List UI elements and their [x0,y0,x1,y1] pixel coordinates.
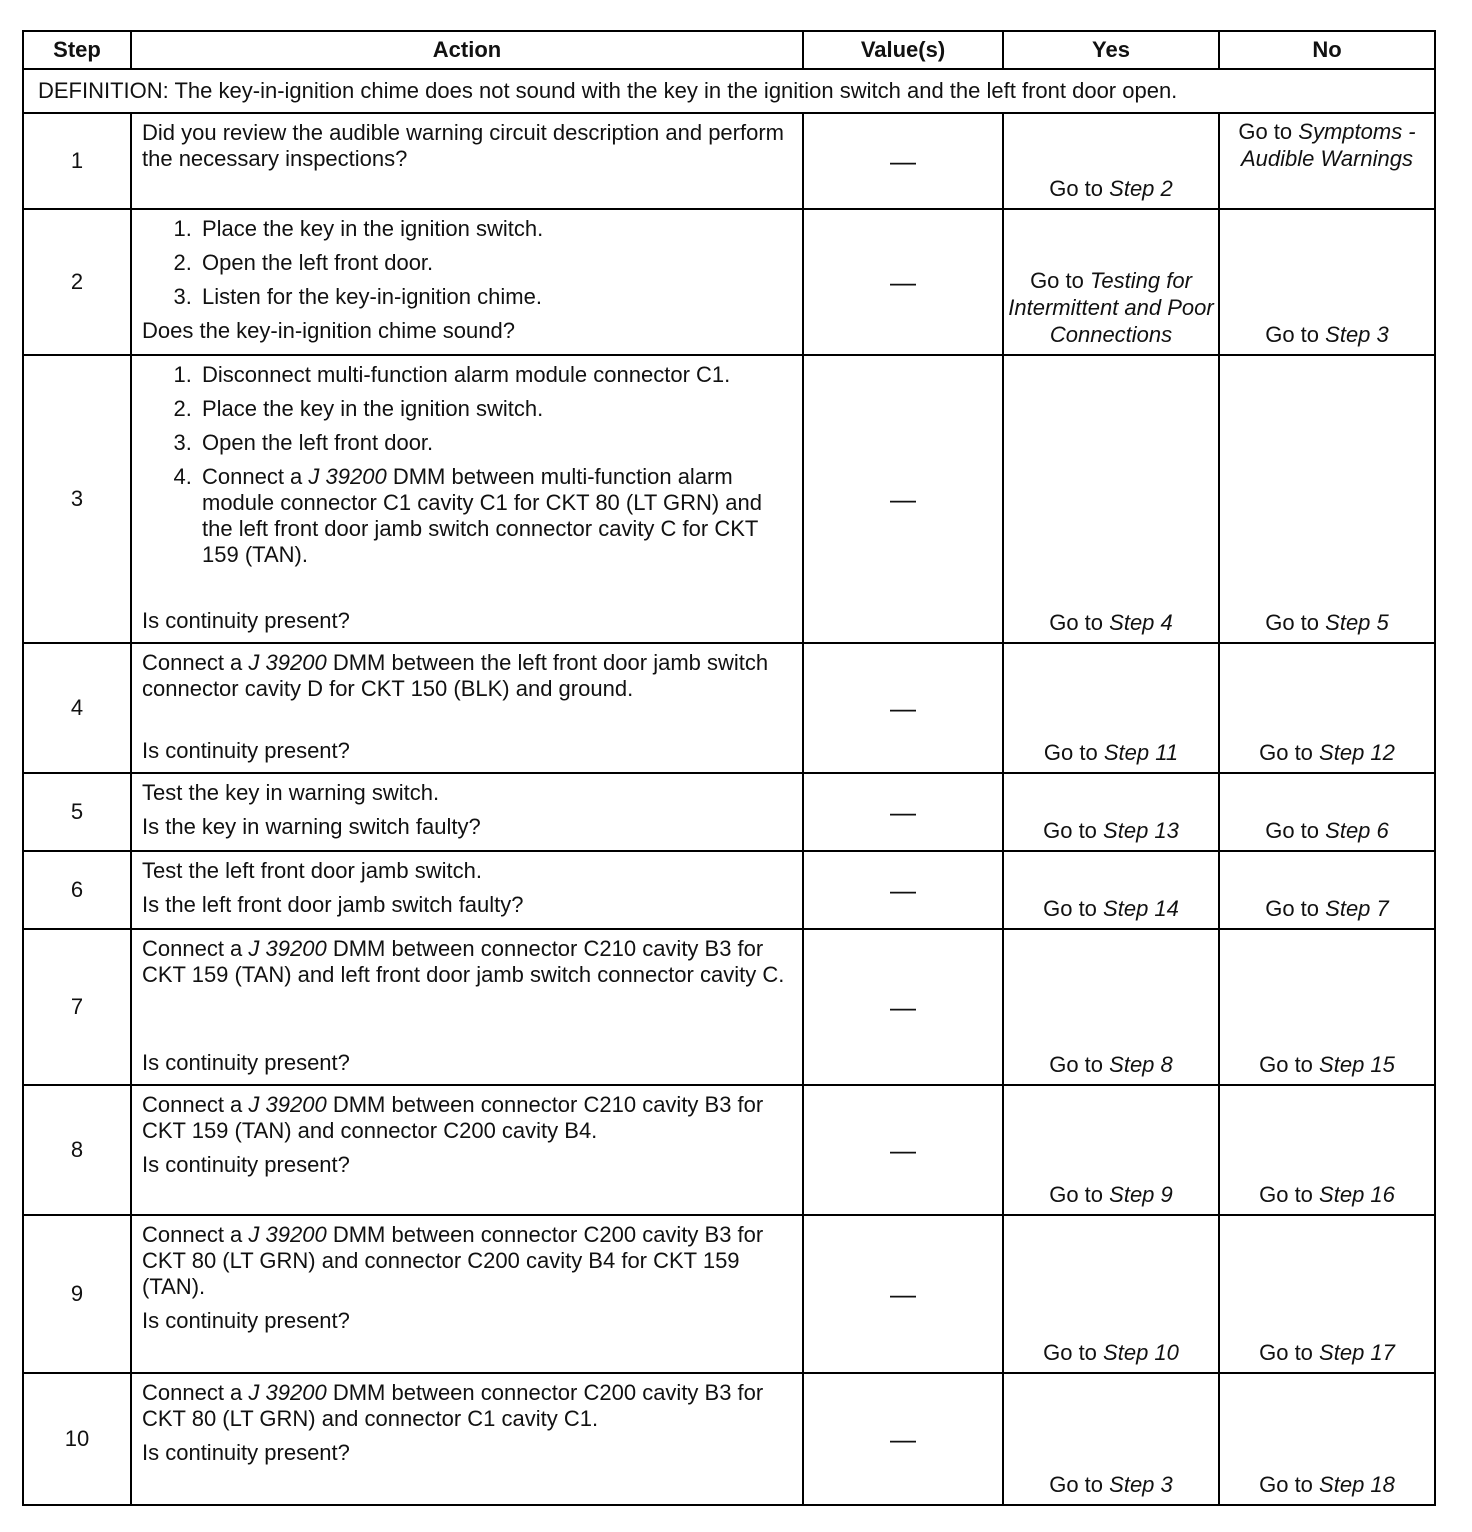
no-link[interactable]: Step 6 [1325,818,1389,843]
no-link[interactable]: Step 17 [1319,1340,1395,1365]
header-values: Value(s) [803,31,1003,69]
step-number: 10 [23,1373,131,1505]
no-cell: Go to Step 3 [1219,209,1435,355]
yes-link[interactable]: Step 13 [1103,818,1179,843]
yes-link[interactable]: Step 14 [1103,896,1179,921]
no-link[interactable]: Step 15 [1319,1052,1395,1077]
yes-cell: Go to Step 8 [1003,929,1219,1085]
action-text: Test the key in warning switch. [142,780,440,805]
definition-text: DEFINITION: The key-in-ignition chime does not sound with the key in the ignition switch and the left front door open. [23,69,1435,113]
value-cell: — [803,929,1003,1085]
list-item: 2. Open the left front door. [198,250,794,276]
action-text: Connect a J 39200 DMM between connector C210 cavity B3 for CKT 159 (TAN) and left front door jamb switch connector cavity C. [142,936,785,987]
yes-link[interactable]: Step 11 [1103,740,1179,765]
no-cell: Go to Step 6 [1219,773,1435,851]
step-number: 2 [23,209,131,355]
yes-cell: Go to Step 13 [1003,773,1219,851]
yes-link[interactable]: Step 10 [1103,1340,1179,1365]
no-link[interactable]: Step 16 [1319,1182,1395,1207]
action-question: Is the left front door jamb switch faulty? [142,892,524,917]
value-cell: — [803,209,1003,355]
action-cell [131,773,803,851]
list-item: 2. Place the key in the ignition switch. [198,396,794,422]
no-link[interactable]: Step 7 [1325,896,1389,921]
no-cell: Go to Step 17 [1219,1215,1435,1373]
action-question: Is continuity present? [142,738,350,763]
yes-cell: Go to Step 9 [1003,1085,1219,1215]
action-list [142,362,794,568]
table-row [23,1215,1435,1373]
table-row [23,113,1435,209]
action-cell [131,643,803,773]
value-cell: — [803,773,1003,851]
table-row [23,1085,1435,1215]
action-cell [131,851,803,929]
action-question: Is the key in warning switch faulty? [142,814,481,839]
no-cell: Go to Step 5 [1219,355,1435,643]
action-question: Is continuity present? [142,1308,350,1333]
value-cell: — [803,851,1003,929]
table-row [23,643,1435,773]
table-row [23,355,1435,643]
no-link[interactable]: Step 18 [1319,1472,1395,1497]
table-row [23,773,1435,851]
step-number: 4 [23,643,131,773]
value-cell: — [803,1373,1003,1505]
yes-cell: Go to Step 2 [1003,113,1219,209]
no-cell: Go to Step 7 [1219,851,1435,929]
list-item: 1. Place the key in the ignition switch. [198,216,794,242]
value-cell: — [803,1215,1003,1373]
action-question: Does the key-in-ignition chime sound? [142,318,515,343]
action-list [142,216,794,310]
action-cell [131,209,803,355]
yes-cell: Go to Step 14 [1003,851,1219,929]
definition-row [23,69,1435,113]
action-cell [131,355,803,643]
no-cell: Go to Step 18 [1219,1373,1435,1505]
action-text: Connect a J 39200 DMM between connector C200 cavity B3 for CKT 80 (LT GRN) and connector C200 cavity B4 for CKT 159 (TAN). [142,1222,764,1299]
no-cell: Go to Step 16 [1219,1085,1435,1215]
yes-link[interactable]: Step 4 [1109,610,1173,635]
tool-name: J 39200 [248,1380,327,1405]
table-row [23,1373,1435,1505]
action-cell [131,1085,803,1215]
tool-name: J 39200 [308,464,387,489]
step-number: 7 [23,929,131,1085]
action-question: Is continuity present? [142,1152,350,1177]
yes-link[interactable]: Testing for Intermittent and Poor Connections [1008,268,1214,347]
action-question: Is continuity present? [142,1440,350,1465]
no-cell: Go to Step 12 [1219,643,1435,773]
yes-link[interactable]: Step 9 [1109,1182,1173,1207]
no-cell: Go to Step 15 [1219,929,1435,1085]
list-item: 4. Connect a J 39200 DMM between multi-function alarm module connector C1 cavity C1 for CKT 80 (LT GRN) and the left front door jamb switch connector cavity C for CKT 159 (TAN). [198,464,794,568]
action-text: Connect a J 39200 DMM between connector C200 cavity B3 for CKT 80 (LT GRN) and connector C1 cavity C1. [142,1380,764,1431]
yes-link[interactable]: Step 8 [1109,1052,1173,1077]
step-number: 5 [23,773,131,851]
tool-name: J 39200 [248,1222,327,1247]
yes-cell: Go to Testing for Intermittent and Poor Connections [1003,209,1219,355]
value-cell: — [803,355,1003,643]
diagnostic-table [22,30,1436,1506]
header-step: Step [23,31,131,69]
table-row [23,209,1435,355]
action-text: Test the left front door jamb switch. [142,858,482,883]
action-text: Connect a J 39200 DMM between connector C210 cavity B3 for CKT 159 (TAN) and connector C200 cavity B4. [142,1092,764,1143]
value-cell: — [803,643,1003,773]
action-text: Connect a J 39200 DMM between the left front door jamb switch connector cavity D for CKT 150 (BLK) and ground. [142,650,769,701]
value-cell: — [803,1085,1003,1215]
no-cell: Go to Symptoms - Audible Warnings [1219,113,1435,209]
yes-cell: Go to Step 11 [1003,643,1219,773]
header-row [23,31,1435,69]
action-cell [131,1215,803,1373]
table-row [23,929,1435,1085]
action-question: Is continuity present? [142,608,350,633]
action-cell [131,1373,803,1505]
step-number: 1 [23,113,131,209]
list-item: 1. Disconnect multi-function alarm module connector C1. [198,362,794,388]
no-link[interactable]: Step 3 [1325,322,1389,347]
table-row [23,851,1435,929]
tool-name: J 39200 [248,1092,327,1117]
step-number: 9 [23,1215,131,1373]
no-link[interactable]: Step 5 [1325,610,1389,635]
header-action: Action [131,31,803,69]
action-question: Is continuity present? [142,1050,350,1075]
action-cell [131,113,803,209]
yes-link[interactable]: Step 3 [1109,1472,1173,1497]
step-number: 8 [23,1085,131,1215]
yes-cell: Go to Step 10 [1003,1215,1219,1373]
header-yes: Yes [1003,31,1219,69]
step-number: 3 [23,355,131,643]
action-cell [131,929,803,1085]
yes-cell: Go to Step 3 [1003,1373,1219,1505]
list-item: 3. Open the left front door. [198,430,794,456]
list-item: 3. Listen for the key-in-ignition chime. [198,284,794,310]
header-no: No [1219,31,1435,69]
step-number: 6 [23,851,131,929]
action-text: Did you review the audible warning circuit description and perform the necessary inspections? [142,120,784,171]
tool-name: J 39200 [248,936,327,961]
yes-cell: Go to Step 4 [1003,355,1219,643]
no-link[interactable]: Step 12 [1319,740,1395,765]
no-link[interactable]: Symptoms - Audible Warnings [1240,119,1416,171]
yes-link[interactable]: Step 2 [1109,176,1173,201]
tool-name: J 39200 [248,650,327,675]
value-cell: — [803,113,1003,209]
